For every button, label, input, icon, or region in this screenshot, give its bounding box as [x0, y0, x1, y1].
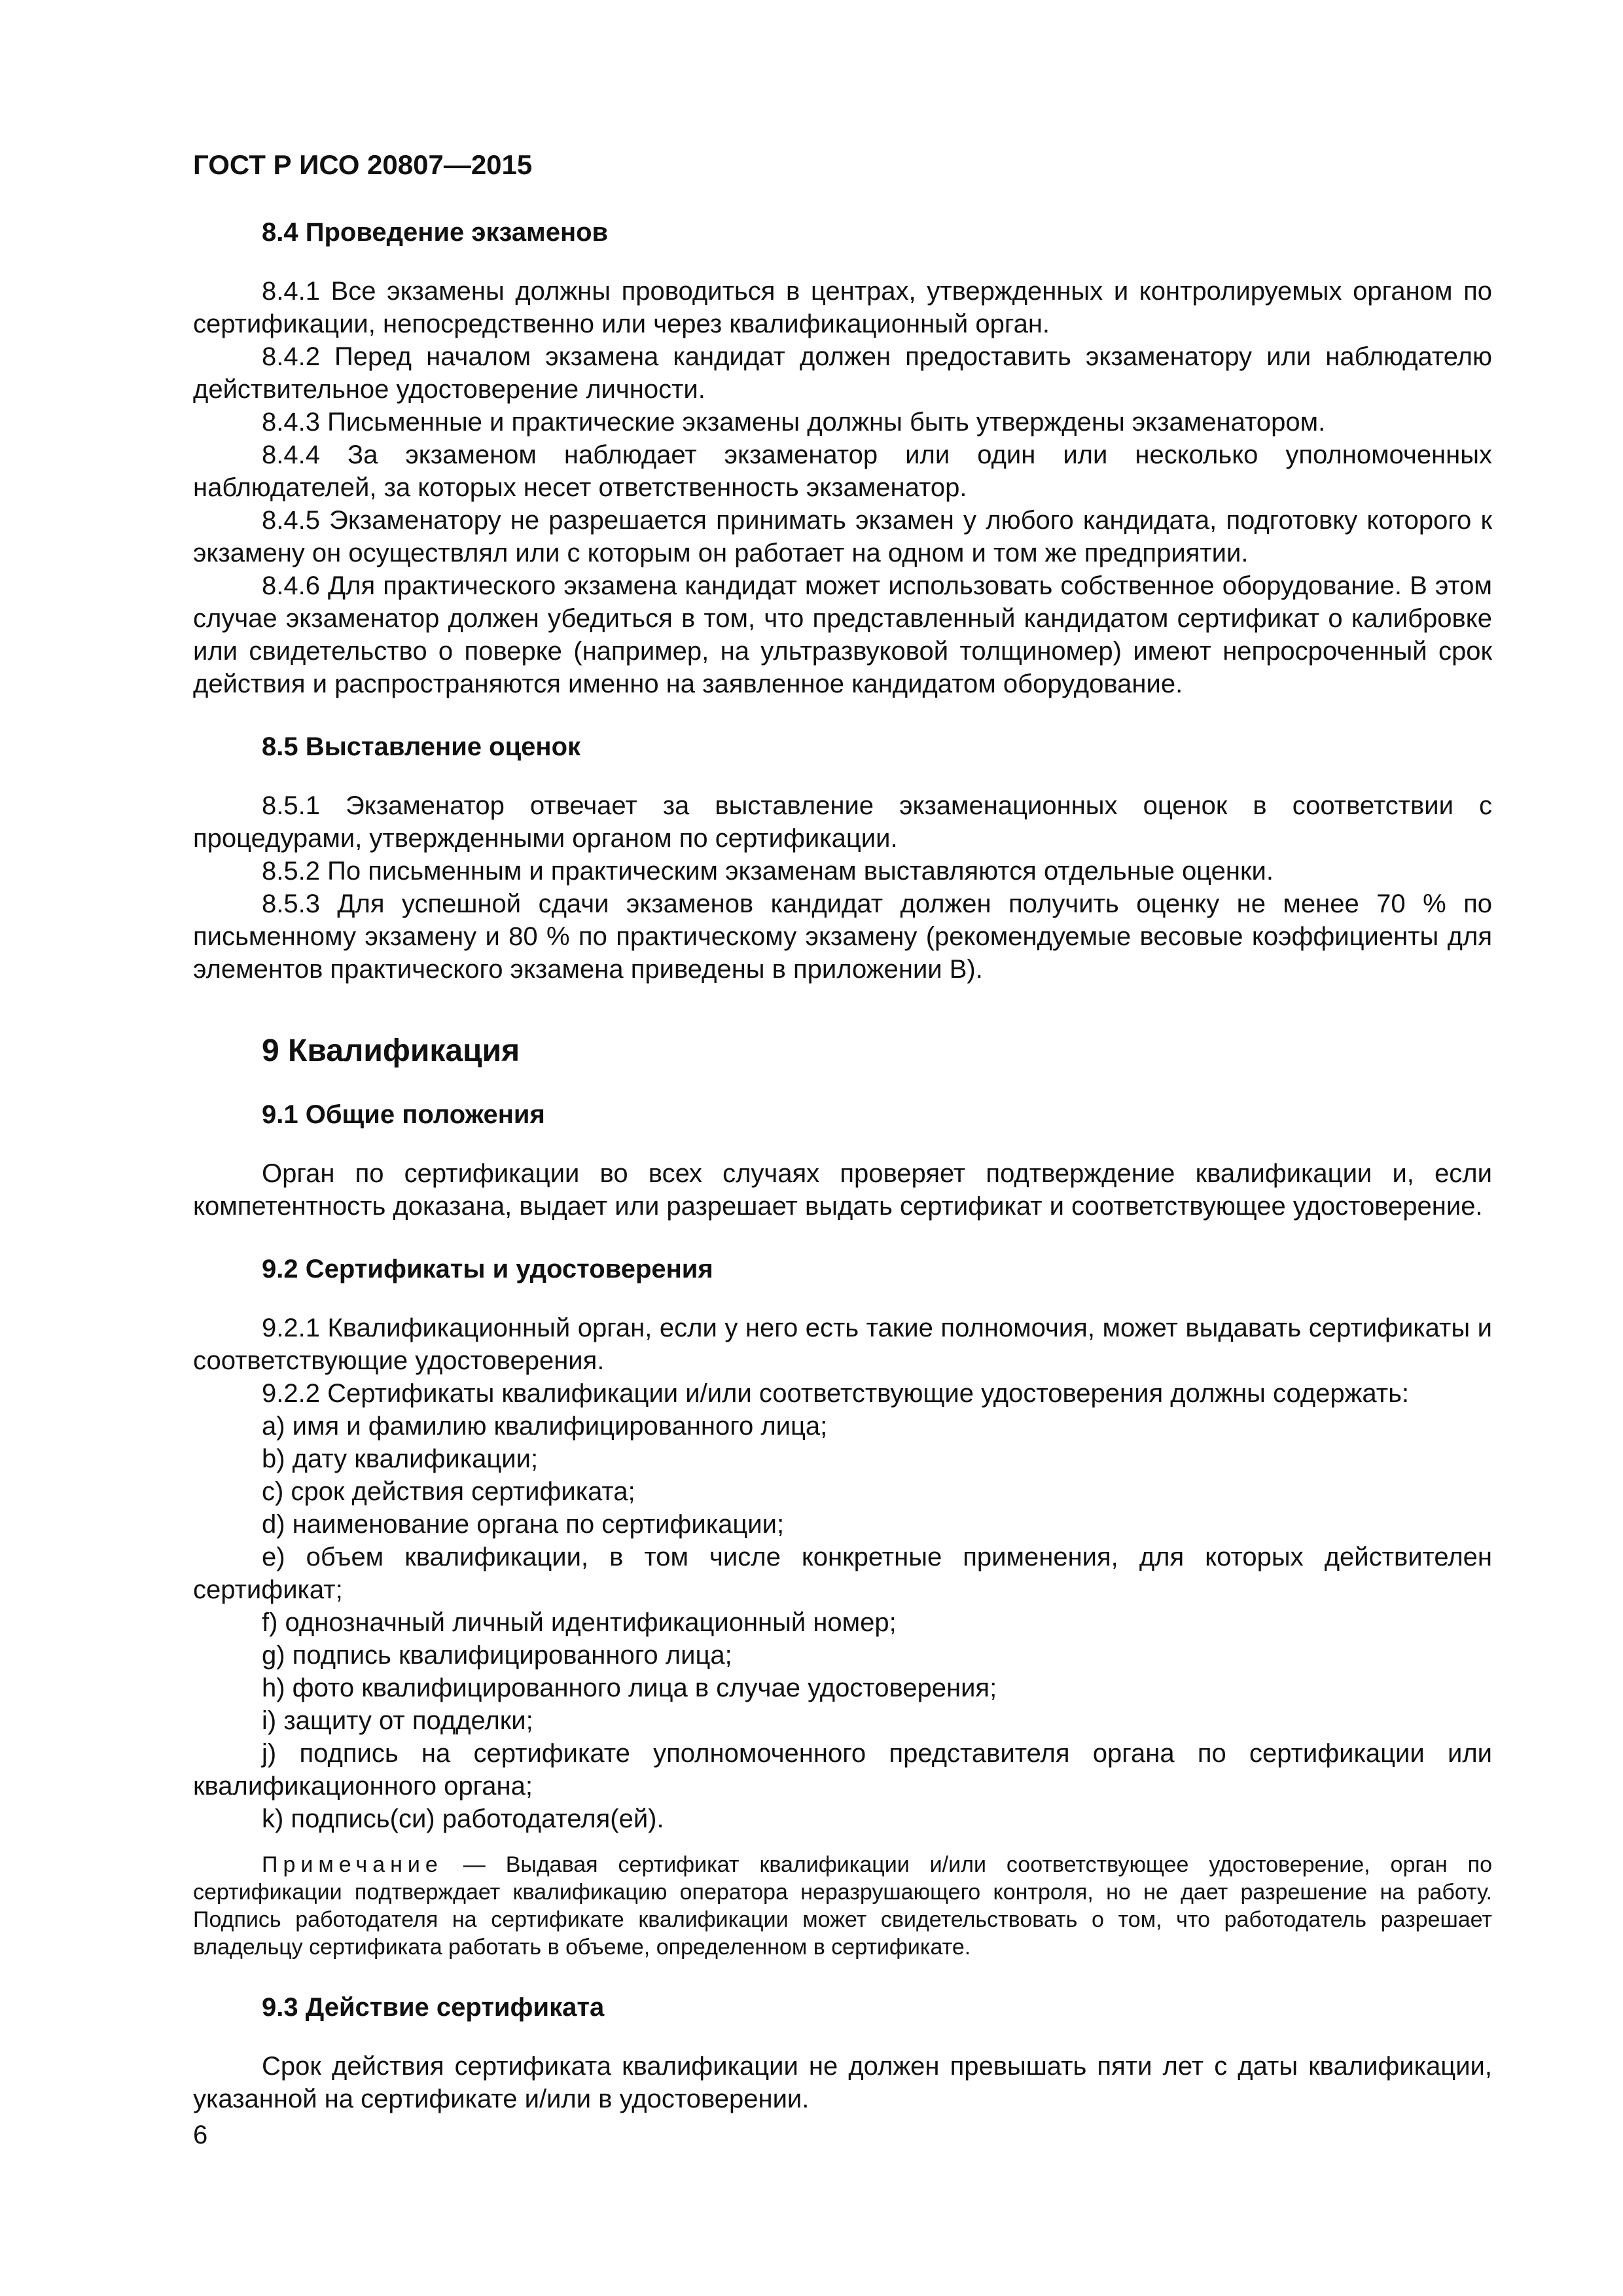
- paragraph-8-5-3: 8.5.3 Для успешной сдачи экзаменов кандидат должен получить оценку не менее 70 % по письменному экзамену и 80 % по практическому экзамену (рекомендуемые весовые коэффициенты для элементов практического экзамена приведены в приложении В).: [193, 889, 1492, 984]
- paragraph-8-4-5: 8.4.5 Экзаменатору не разрешается принимать экзамен у любого кандидата, подготовку которого к экзамену он осуществлял или с которым он работает на одном и том же предприятии.: [193, 506, 1492, 567]
- list-item-g: g) подпись квалифицированного лица;: [262, 1641, 732, 1670]
- document-header-id: ГОСТ Р ИСО 20807—2015: [193, 149, 533, 180]
- paragraph-9-3: Срок действия сертификата квалификации не должен превышать пяти лет с даты квалификации, указанной на сертификате и/или в удостоверении.: [193, 2052, 1492, 2113]
- requirements-list: [193, 1410, 1492, 1835]
- list-item-a: a) имя и фамилию квалифицированного лица;: [262, 1412, 828, 1441]
- paragraph-8-4-1: 8.4.1 Все экзамены должны проводиться в центрах, утвержденных и контролируемых органом по сертификации, непосредственно или через квалификационный орган.: [193, 277, 1492, 338]
- list-item-b: b) дату квалификации;: [262, 1444, 539, 1473]
- chapter-9-title: 9 Квалификация: [262, 1033, 520, 1068]
- paragraph-8-4-6: 8.4.6 Для практического экзамена кандидат может использовать собственное оборудование. В этом случае экзаменатор должен убедиться в том, что представленный кандидатом сертификат о калибровке или свидетельство о поверке (например, на ультразвуковой толщиномер) имеют непросроченный срок действия и распространяются именно на заявленное кандидатом оборудование.: [193, 571, 1492, 698]
- section-8-4-title: 8.4 Проведение экзаменов: [262, 218, 609, 247]
- section-9-3-title: 9.3 Действие сертификата: [262, 1993, 605, 2022]
- paragraph-8-4-2: 8.4.2 Перед началом экзамена кандидат должен предоставить экзаменатору или наблюдателю действительное удостоверение личности.: [193, 342, 1492, 404]
- list-item-k: k) подпись(си) работодателя(ей).: [262, 1804, 664, 1833]
- note-label: Примечание: [262, 1852, 443, 1877]
- paragraph-8-5-2: 8.5.2 По письменным и практическим экзаменам выставляются отдельные оценки.: [262, 857, 1274, 886]
- list-item-c: c) срок действия сертификата;: [262, 1477, 635, 1506]
- section-9-1-title: 9.1 Общие положения: [262, 1100, 545, 1129]
- list-item-j: j) подпись на сертификате уполномоченного представителя органа по сертификации или квалификационного органа;: [193, 1739, 1492, 1801]
- list-item-f: f) однозначный личный идентификационный номер;: [262, 1608, 897, 1637]
- section-8-5-title: 8.5 Выставление оценок: [262, 732, 581, 761]
- paragraph-8-5-1: 8.5.1 Экзаменатор отвечает за выставление экзаменационных оценок в соответствии с процедурами, утвержденными органом по сертификации.: [193, 791, 1492, 853]
- section-9-2-title: 9.2 Сертификаты и удостоверения: [262, 1255, 713, 1283]
- list-item-h: h) фото квалифицированного лица в случае удостоверения;: [262, 1674, 997, 1702]
- paragraph-8-4-3: 8.4.3 Письменные и практические экзамены должны быть утверждены экзаменатором.: [262, 408, 1326, 437]
- paragraph-8-4-4: 8.4.4 За экзаменом наблюдает экзаменатор или один или несколько уполномоченных наблюдателей, за которых несет ответственность экзаменатор.: [193, 440, 1492, 502]
- page-content: [193, 216, 1492, 2115]
- list-item-i: i) защиту от подделки;: [262, 1706, 533, 1735]
- paragraph-9-1: Орган по сертификации во всех случаях проверяет подтверждение квалификации и, если компетентность доказана, выдает или разрешает выдать сертификат и соответствующее удостоверение.: [193, 1159, 1492, 1221]
- note-text: — Выдавая сертификат квалификации и/или соответствующее удостоверение, орган по сертификации подтверждает квалификацию оператора неразрушающего контроля, но не дает разрешение на работу. Подпись работодателя на сертификате квалификации может свидетельствовать о том, что работодатель разрешает владельцу сертификата работать в объеме, определенном в сертификате.: [193, 1852, 1492, 1960]
- page-number: 6: [193, 2121, 208, 2149]
- list-item-d: d) наименование органа по сертификации;: [262, 1510, 785, 1539]
- paragraph-9-2-2: 9.2.2 Сертификаты квалификации и/или соответствующие удостоверения должны содержать:: [262, 1379, 1410, 1408]
- list-item-e: e) объем квалификации, в том числе конкретные применения, для которых действителен сертификат;: [193, 1543, 1492, 1604]
- paragraph-9-2-1: 9.2.1 Квалификационный орган, если у него есть такие полномочия, может выдавать сертификаты и соответствующие удостоверения.: [193, 1314, 1492, 1375]
- note: [193, 1851, 1492, 1961]
